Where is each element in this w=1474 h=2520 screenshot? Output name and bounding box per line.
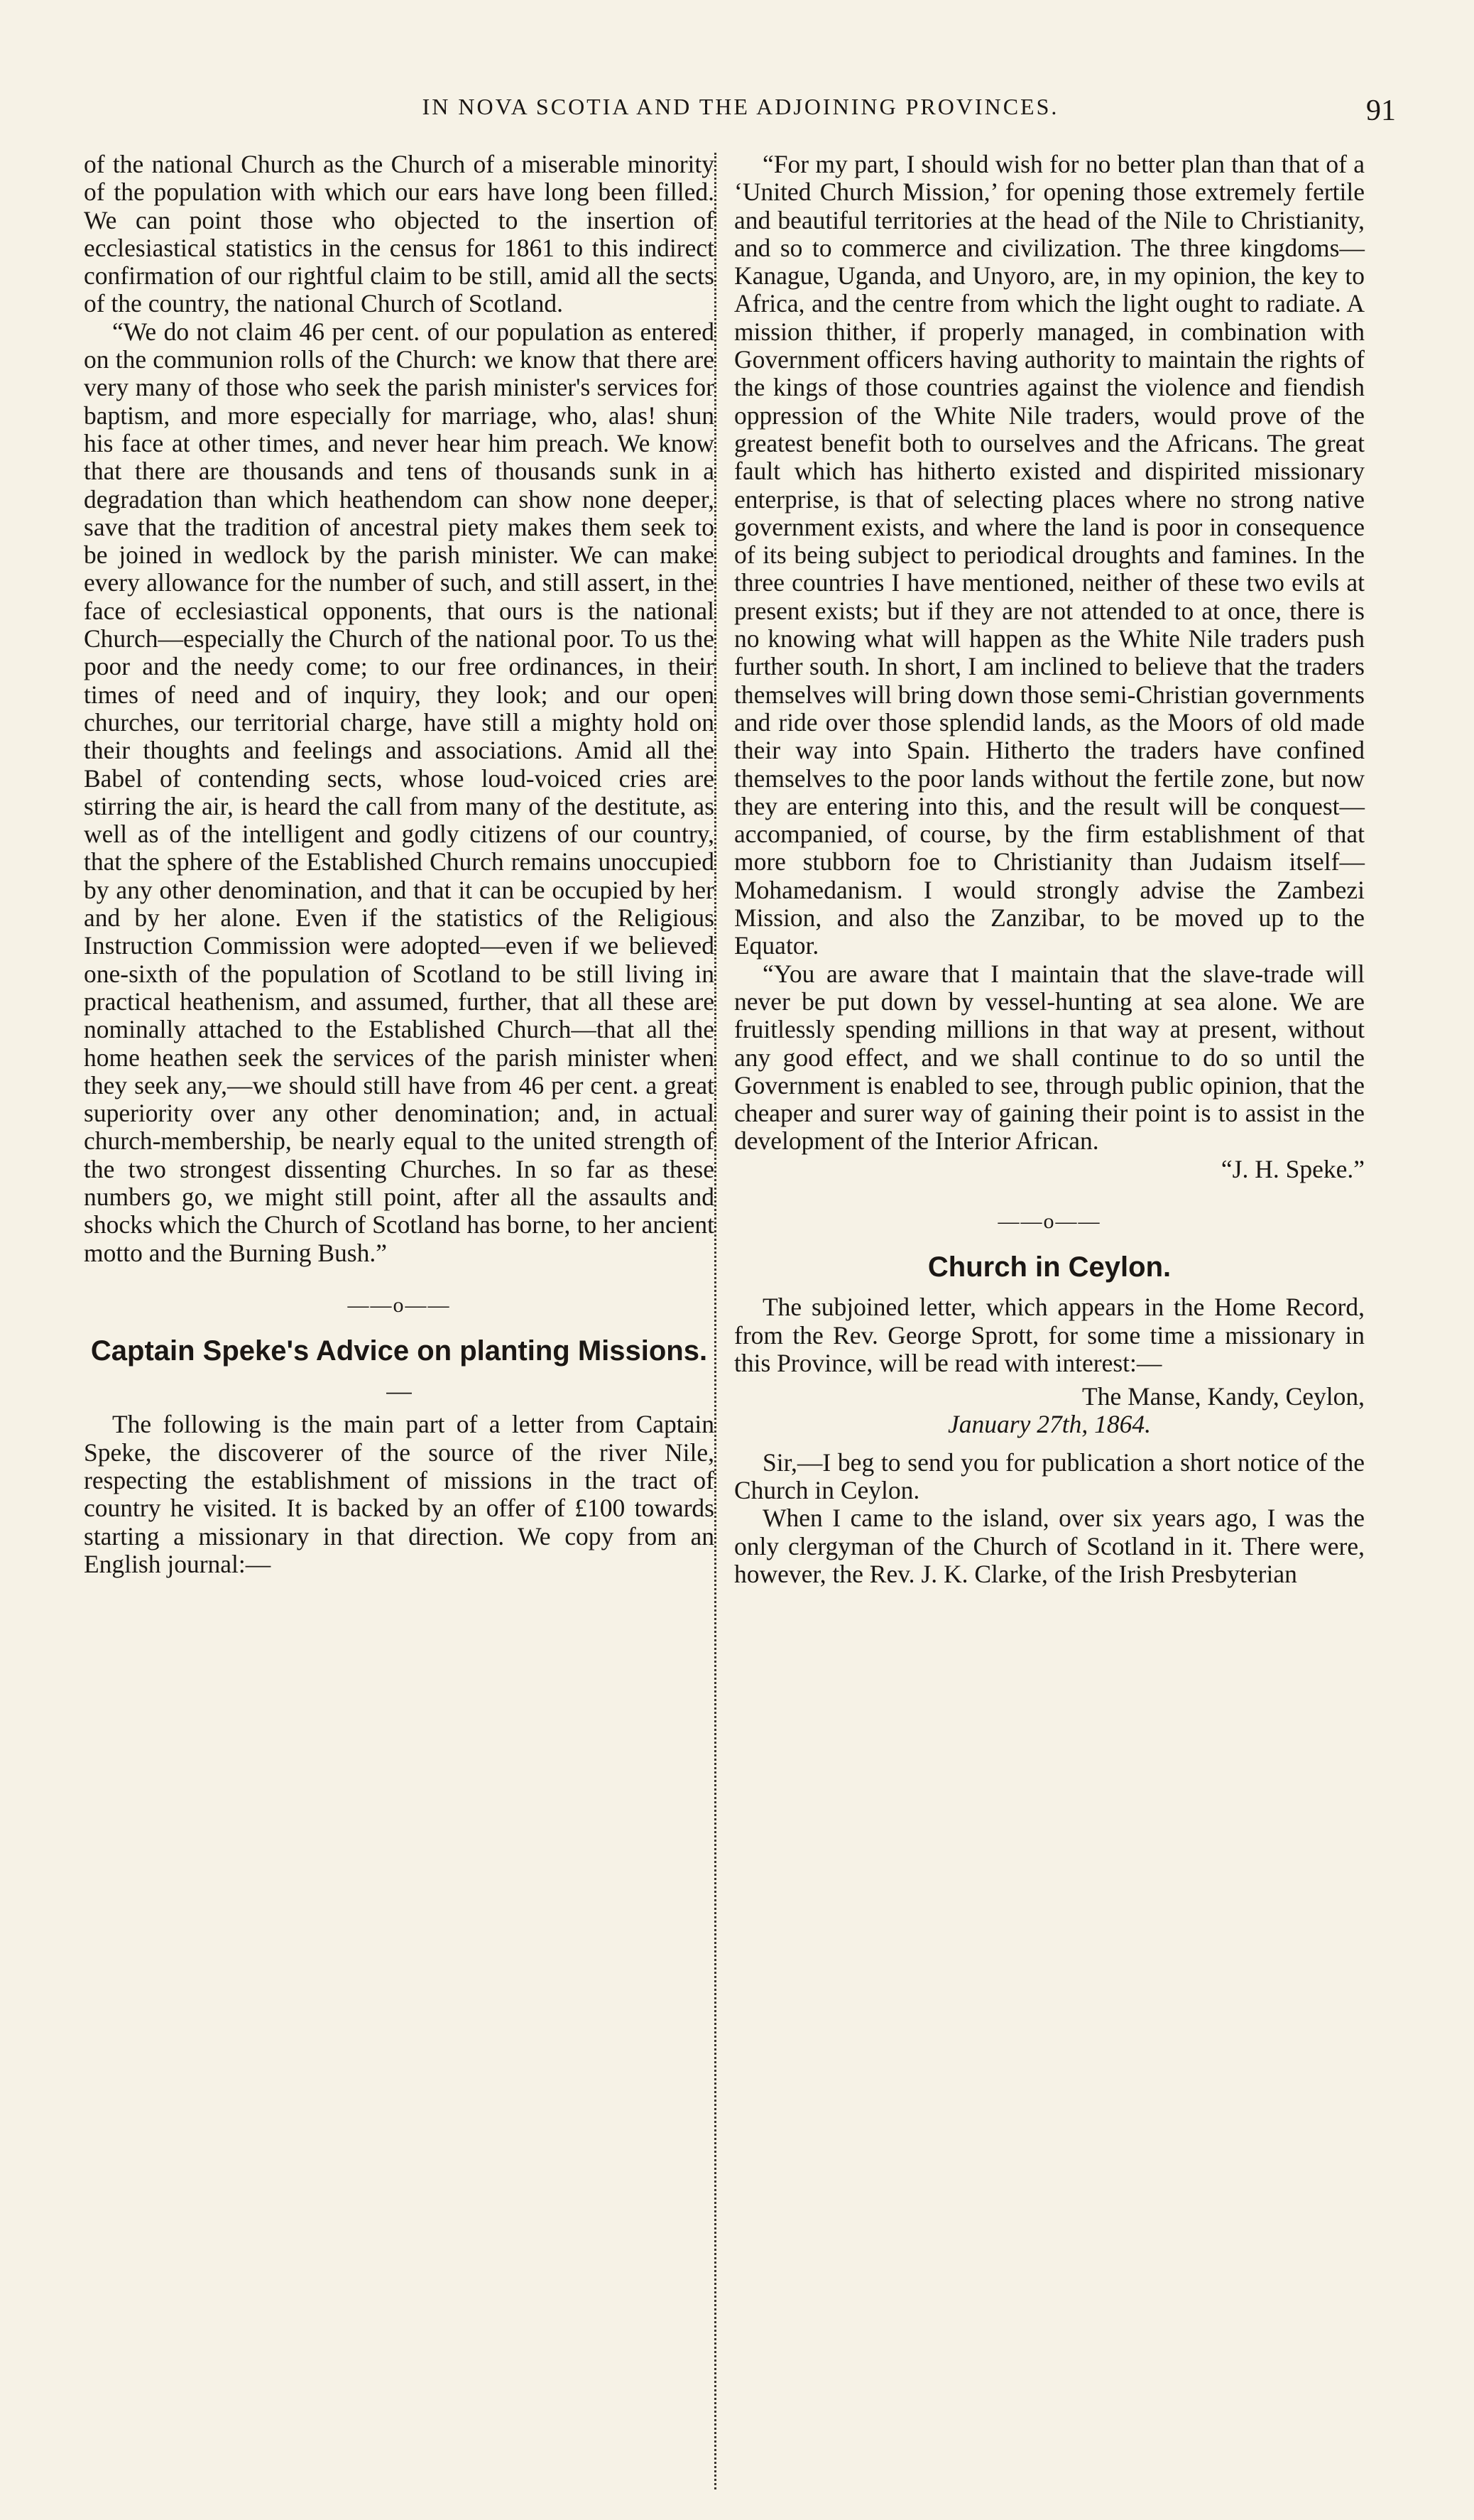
right-paragraph-3: The subjoined letter, which appears in the Home Record, from the Rev. George Sprott, for some time a missionary in this Province, will be read with interest:— [734,1293,1365,1377]
right-paragraph-2: “You are aware that I maintain that the slave-trade will never be put down by vessel-hunting at sea alone. We are fruitlessly spending millions in that way at present, without any good effect, and we shall continue to do so until the Government is enabled to see, through public opinion, that the cheaper and surer way of gaining their point is to assist in the development of the Interior African. [734,959,1365,1156]
running-title: IN NOVA SCOTIA AND THE ADJOINING PROVINCES. [422,94,1059,119]
title-dash: — [386,1376,412,1406]
right-paragraph-1: “For my part, I should wish for no better plan than that of a ‘United Church Mission,’ for opening those extremely fertile and beautiful territories at the head of the Nile to Christianity, and so to commerce and civilization. The three kingdoms—Kanague, Uganda, and Unyoro, are, in my opinion, the key to Africa, and the centre from which the light ought to radiate. A mission thither, if properly managed, in combination with Government officers having authority to maintain the rights of the kings of those countries against the violence and fiendish oppression of the White Nile traders, would prove of the greatest benefit both to ourselves and the Africans. The great fault which has hitherto existed and dispirited missionary enterprise, is that of selecting places where no strong native government exists, and where the land is poor in consequence of its being subject to periodical droughts and famines. In the three countries I have mentioned, neither of these two evils at present exists; but if they are not attended to at once, there is no knowing what will happen as the White Nile traders push further south. In short, I am inclined to believe that the traders themselves will bring down those semi-Christian governments and ride over those splendid lands, as the Moors of old made their way into Spain. Hitherto the traders have confined themselves to the poor lands without the fertile zone, but now they are entering into this, and the result will be conquest—accompanied, of course, by the firm establishment of that more stubborn foe to Christianity than Judaism itself—Mohamedanism. I would strongly advise the Zambezi Mission, and also the Zanzibar, to be moved up to the Equator. [734,150,1365,960]
section-separator: ——o—— [347,1293,451,1317]
right-column [734,151,1365,1588]
running-head [85,94,1396,136]
letter-dateline-place: The Manse, Kandy, Ceylon, [1082,1382,1365,1411]
left-column [84,151,714,1578]
left-paragraph-3: The following is the main part of a letter from Captain Speke, the discoverer of the source of the river Nile, respecting the establishment of missions in the tract of country he visited. It is backed by an offer of £100 towards starting a missionary in that direction. We copy from an English journal:— [84,1410,714,1578]
section-separator: ——o—— [998,1209,1101,1233]
left-paragraph-2: “We do not claim 46 per cent. of our population as entered on the communion rolls of the Church: we know that there are very many of those who seek the parish minister's services for baptism, and more especially for marriage, who, alas! shun his face at other times, and never hear him preach. We know that there are thousands and tens of thousands sunk in a degradation than which heathendom can show none deeper, save that the tradition of ancestral piety makes them seek to be joined in wedlock by the parish minister. We can make every allowance for the number of such, and still assert, in the face of ecclesiastical opponents, that ours is the national Church—especially the Church of the national poor. To us the poor and the needy come; to our free ordinances, in their times of need and of inquiry, they look; and our open churches, our territorial charge, have still a mighty hold on their thoughts and feelings and associations. Amid all the Babel of contending sects, whose loud-voiced cries are stirring the air, is heard the call from many of the destitute, as well as of the intelligent and godly citizens of our country, that the sphere of the Established Church remains unoccupied by any other denomination, and that it can be occupied by her and by her alone. Even if the statistics of the Religious Instruction Commission were adopted—even if we believed one-sixth of the population of Scotland to be still living in practical heathenism, and assumed, further, that all these are nominally attached to the Established Church—that all the home heathen seek the services of the parish minister when they seek any,—we should still have from 46 per cent. a great superiority over any other denomination; and, in actual church-membership, be nearly equal to the united strength of the two strongest dissenting Churches. In so far as these numbers go, we might still point, after all the assaults and shocks which the Church of Scotland has borne, to her ancient motto and the Burning Bush.” [84,317,714,1267]
section-title-ceylon: Church in Ceylon. [927,1251,1172,1283]
right-paragraph-4: Sir,—I beg to send you for publication a short notice of the Church in Ceylon. [734,1448,1365,1505]
signature: “J. H. Speke.” [1221,1154,1365,1183]
column-divider [714,153,716,2489]
right-paragraph-5: When I came to the island, over six years ago, I was the only clergyman of the Church of Scotland in it. There were, however, the Rev. J. K. Clarke, of the Irish Presbyterian [734,1504,1365,1588]
section-title-speke: Captain Speke's Advice on planting Missions. [90,1335,708,1367]
letter-dateline-date: January 27th, 1864. [948,1410,1151,1439]
left-paragraph-1: of the national Church as the Church of a miserable minority of the population with which our ears have long been filled. We can point those who objected to the insertion of ecclesiastical statistics in the census for 1861 to this indirect confirmation of our rightful claim to be still, amid all the sects of the country, the national Church of Scotland. [84,150,714,318]
page-number: 91 [1366,94,1396,127]
